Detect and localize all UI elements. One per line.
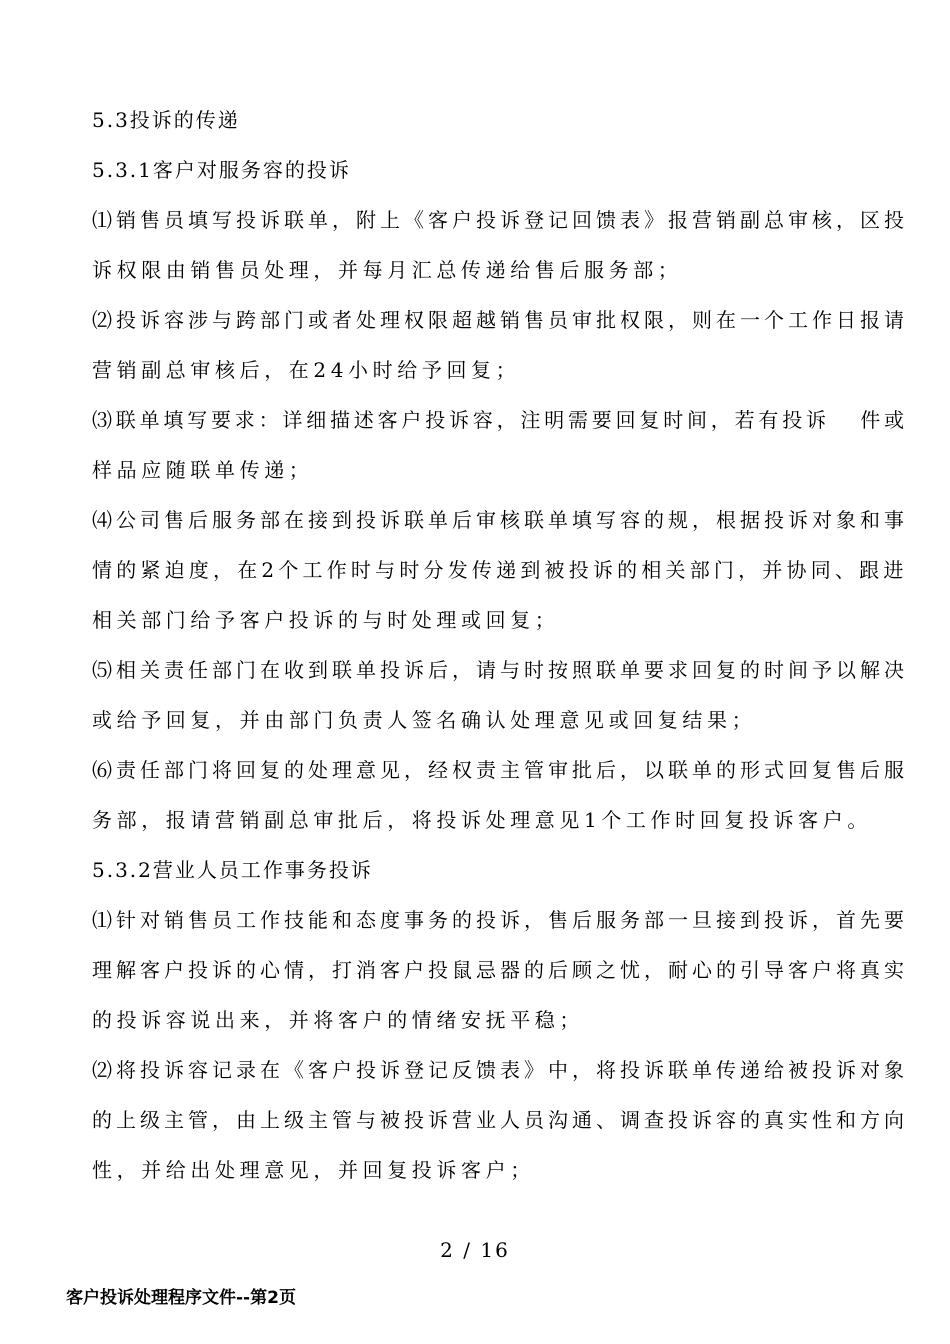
subsection-heading: 5.3.2营业人员工作事务投诉: [92, 858, 373, 882]
text-line: 性，并给出处理意见，并回复投诉客户；: [92, 1158, 535, 1182]
text-line: 诉权限由销售员处理，并每月汇总传递给售后服务部；: [92, 258, 683, 282]
section-heading: 5.3投诉的传递: [92, 108, 240, 132]
text-line: ⑶联单填写要求：详细描述客户投诉容，注明需要回复时间，若有投诉 件或: [92, 408, 908, 432]
text-line: 营销副总审核后，在24小时给予回复；: [92, 358, 521, 382]
text-line: 或给予回复，并由部门负责人签名确认处理意见或回复结果；: [92, 708, 757, 732]
subsection-heading: 5.3.1客户对服务容的投诉: [92, 158, 351, 182]
text-line: 的上级主管，由上级主管与被投诉营业人员沟通、调查投诉容的真实性和方向: [92, 1108, 908, 1132]
text-line: ⑹责任部门将回复的处理意见，经权责主管审批后，以联单的形式回复售后服: [92, 758, 908, 782]
text-line: 情的紧迫度，在2个工作时与时分发传递到被投诉的相关部门，并协同、跟进: [92, 558, 908, 582]
text-line: 的投诉容说出来，并将客户的情绪安抚平稳；: [92, 1008, 584, 1032]
text-line: ⑷公司售后服务部在接到投诉联单后审核联单填写容的规，根据投诉对象和事: [92, 508, 908, 532]
text-line: 务部，报请营销副总审批后，将投诉处理意见1个工作时回复投诉客户。: [92, 808, 872, 832]
text-line: 理解客户投诉的心情，打消客户投鼠忌器的后顾之忧，耐心的引导客户将真实: [92, 958, 908, 982]
page-footer: 客户投诉处理程序文件--第2页: [66, 1288, 296, 1308]
text-line: ⑵将投诉容记录在《客户投诉登记反馈表》中，将投诉联单传递给被投诉对象: [92, 1058, 908, 1082]
text-line: ⑵投诉容涉与跨部门或者处理权限超越销售员审批权限，则在一个工作日报请: [92, 308, 908, 332]
text-line: 相关部门给予客户投诉的与时处理或回复；: [92, 608, 560, 632]
page-number: 2 / 16: [440, 1238, 510, 1262]
text-line: 样品应随联单传递；: [92, 458, 314, 482]
text-line: ⑸相关责任部门在收到联单投诉后，请与时按照联单要求回复的时间予以解决: [92, 658, 908, 682]
text-line: ⑴针对销售员工作技能和态度事务的投诉，售后服务部一旦接到投诉，首先要: [92, 908, 908, 932]
text-line: ⑴销售员填写投诉联单，附上《客户投诉登记回馈表》报营销副总审核，区投: [92, 208, 908, 232]
